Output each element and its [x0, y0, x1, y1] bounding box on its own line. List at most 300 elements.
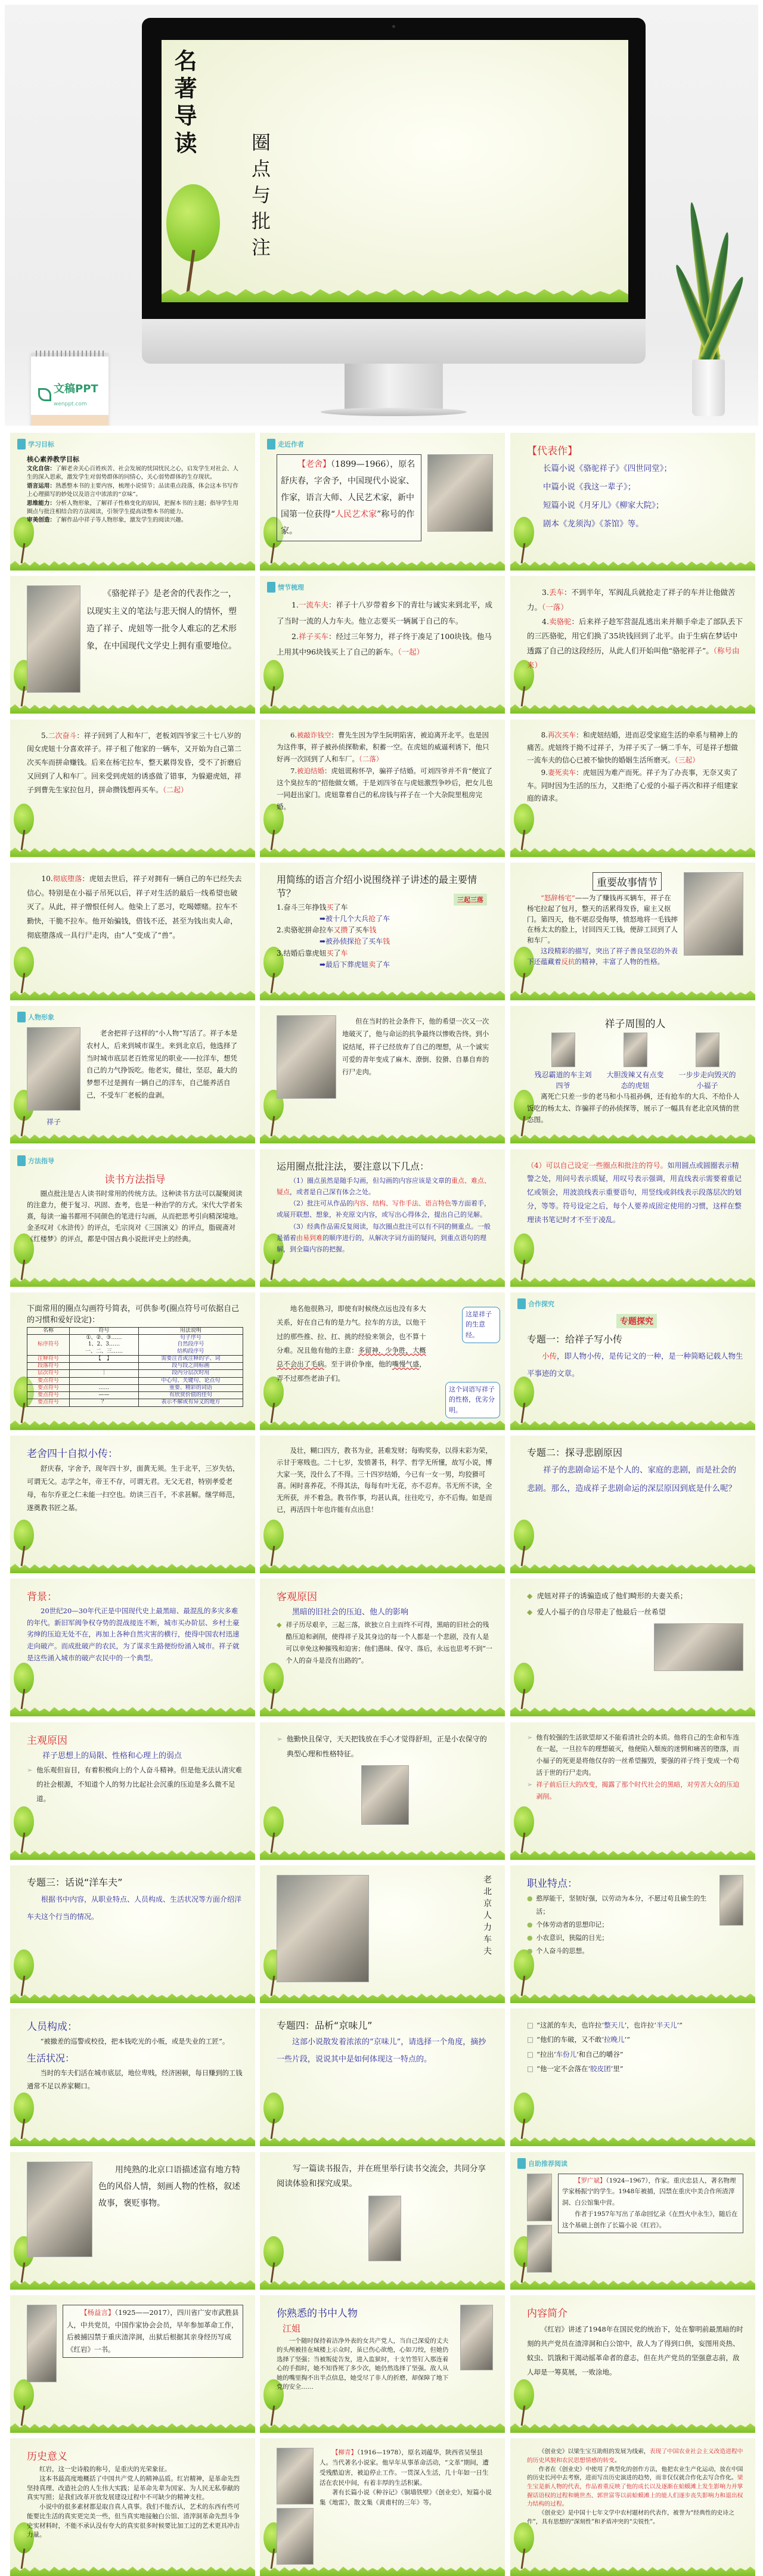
slide-37[interactable]	[10, 2152, 255, 2290]
text-run: ，弄不过那些老油子们。	[277, 1360, 426, 1382]
table-cell: 【 】	[70, 1355, 139, 1362]
text-run: 他乐观但盲目，有着积极向上的个人奋斗精神。但是他无法认清灾难的社会根源，不知道个人的努力比起社会沉重的压迫是多么微不足道。	[36, 1765, 243, 1803]
text-run: 地名他很熟习，即使有时候绕点远也没有多大关系，好在自己有的是力气。拉车的方法，以他干过的那些推、拉、扛、挑的经验来领会，也不算十分难。况且他有他的主意：	[277, 1304, 426, 1354]
table-row	[27, 1335, 243, 1356]
text-run: 6.	[290, 730, 297, 739]
slide-20[interactable]	[260, 1292, 505, 1430]
slide-25[interactable]	[10, 1579, 255, 1716]
slide-26[interactable]	[260, 1579, 505, 1716]
bold-label: 语言运用：	[27, 482, 55, 489]
person-caption: 一步步走向毁灭的小福子	[678, 1071, 736, 1090]
slide-text	[527, 1732, 743, 1858]
slide-content	[27, 729, 243, 855]
paragraph	[277, 629, 493, 661]
table-cell: 要点符号	[27, 1392, 70, 1399]
section-tag-label: 人物形象	[28, 1013, 54, 1022]
highlight-blue: 短篇小说《月牙儿》《柳家大院》；	[543, 501, 664, 511]
image-column	[27, 2162, 92, 2287]
section-icon	[267, 439, 275, 450]
highlight-blue: 根据书中内容，从职业特点、人员构成、生活状况等方面介绍洋车夫这个行当的情况。	[27, 1895, 242, 1921]
highlight-red: 车	[340, 948, 348, 957]
text-run: 《创业史》以梁生宝互助组的发展为线索，	[538, 2448, 650, 2456]
slide-42[interactable]	[510, 2295, 755, 2433]
paragraph	[527, 478, 743, 497]
highlight-red: 抢	[368, 915, 376, 923]
text-run: 了	[333, 948, 341, 957]
slide-1[interactable]	[10, 433, 255, 571]
slide-11[interactable]	[260, 863, 505, 1000]
text-run: 了解老舍关心百姓疾苦、社会发展的忧国忧民之心，启发学生对社会、人生的深入思索，激发学生对弱势群体的同情心，关心弱势群体的生存现状。	[27, 466, 238, 481]
slide-44[interactable]	[260, 2438, 505, 2576]
highlight-red: （一落）	[542, 602, 568, 612]
slide-16[interactable]	[10, 1149, 255, 1287]
highlight-red: 人民艺术家	[335, 510, 377, 519]
grass-decoration	[162, 289, 628, 302]
section-tag-label: 方法指导	[28, 1157, 54, 1165]
text-run: 写一篇读书报告，并在班里举行读书交流会，共同分享阅读体验和探究成果。	[277, 2163, 486, 2189]
logo-subtext: wenppt.com	[54, 401, 87, 407]
slide-content	[27, 1875, 243, 2001]
paragraph	[67, 2307, 239, 2356]
text-run: （1924--1967），作家。重庆忠县人，著名物理学家杨振宁的学生。1948年被捕，囚禁在重庆中美合作所渣滓洞、白公馆集中营。	[562, 2177, 736, 2207]
camera-icon	[392, 25, 395, 28]
rickshaw-sketch-image	[361, 1765, 409, 1825]
plot-summary-badge: 三起三落	[454, 894, 487, 906]
luoguangbin-portrait-image	[527, 2174, 552, 2221]
section-tag	[17, 1155, 54, 1166]
table-row	[27, 1392, 243, 1399]
slide-35[interactable]	[260, 2008, 505, 2146]
section-tag	[17, 439, 54, 450]
table-cell: 有欣赏价值的佳句	[138, 1392, 243, 1399]
slide-6[interactable]	[510, 576, 755, 714]
highlight-red: 梁生宝是新人物的代表，作品着重反映了他的成长以及逐渐在蛤蟆滩上发生影响力并掌握话语权的过程和姚世杰、郭世富等以前蛤蟆滩上的能人们逐步丧失影响力和退出权力结构的过程。	[527, 2475, 743, 2508]
highlight-red: 重点、难点、疑点	[277, 1176, 491, 1196]
slide-text	[277, 729, 493, 855]
slide-text	[27, 1875, 243, 2001]
slide-text	[63, 2305, 243, 2431]
slide-title: 内容简介	[527, 2307, 567, 2320]
paragraph	[320, 2448, 493, 2488]
text-frame	[558, 2174, 743, 2233]
slide-content	[527, 442, 743, 568]
highlight-blue: 的精神，丰富了人物的性格。	[575, 957, 664, 966]
slide-content	[527, 2448, 743, 2574]
rickshaw-pullers-photo-image	[277, 1875, 369, 1982]
paragraph	[527, 729, 743, 767]
image-column	[27, 2305, 57, 2431]
slide-23[interactable]	[260, 1436, 505, 1573]
cover-subtitle: 圈点与批注	[249, 132, 271, 264]
slide-title: 专题四：品析“京味儿”	[277, 2020, 373, 2032]
slide-text	[27, 1302, 243, 1428]
slide-text	[98, 2162, 243, 2287]
text-run: 作者在《创业史》中使用了典型化的创作方法，他把农业生产化运动，放在中国的历史长河中去考察，进而写出历史演进的趋势，而非仅仅就合作化去写合作化。	[527, 2466, 743, 2482]
cover-slide[interactable]	[162, 40, 628, 302]
bullet-item	[277, 1732, 493, 1762]
highlight-red: 卖骆驼	[548, 617, 572, 627]
annotation-callout: 这个词语写祥子的性格，优劣分明。	[445, 1382, 500, 1418]
monitor-stand	[345, 364, 443, 411]
slide-24[interactable]	[510, 1436, 755, 1573]
annotated-phrase: 多留神，少争胜，大概总不会出了毛病	[277, 1346, 426, 1369]
slide-text	[86, 1027, 243, 1141]
slide-text	[527, 442, 743, 568]
person-caption: 残忍霸道的车主刘四爷	[534, 1071, 592, 1090]
slide-36[interactable]	[510, 2008, 755, 2146]
liusiye-portrait-image	[551, 1033, 575, 1067]
text-run: 2.卖骆驼拼命拉车	[277, 926, 334, 935]
slide-title: 下面常用的圈点勾画符号简表，可供参考(圈点符号可依据自己的习惯和爱好设定)：	[27, 1304, 240, 1325]
slide-41[interactable]	[260, 2295, 505, 2433]
text-run: 10.	[41, 874, 53, 883]
slide-title: 主观原因	[27, 1734, 67, 1747]
slide-8[interactable]	[260, 720, 505, 857]
table-cell: 段落符号	[27, 1363, 70, 1370]
highlight-blue: 长篇小说《骆驼祥子》《四世同堂》；	[543, 464, 672, 473]
paragraph	[527, 1159, 743, 1227]
section-icon	[267, 582, 275, 593]
slide-content	[527, 872, 743, 998]
paragraph	[27, 1462, 243, 1514]
slide-content	[277, 2305, 493, 2431]
slide-13[interactable]	[10, 1006, 255, 1143]
slide-text	[527, 1314, 743, 1428]
highlight-red: 买	[326, 903, 334, 912]
slide-5[interactable]	[260, 576, 505, 714]
slide-text	[277, 1159, 493, 1285]
bullet-item	[527, 1892, 714, 1918]
bullet-item	[527, 2018, 743, 2032]
slide-31[interactable]	[10, 1865, 255, 2003]
paragraph	[277, 1445, 493, 1516]
highlight-red: 【老舍】	[297, 460, 331, 469]
slide-2[interactable]	[260, 433, 505, 571]
text-run: 《创业史》是中国十七年文学中农村题材的代表作，被誉为“经典性的史诗之作”，具有思想的“深刻性”和矛盾冲突的“尖锐性”。	[527, 2510, 734, 2525]
slide-content	[527, 2174, 743, 2287]
highlight-red: 钱	[383, 937, 390, 946]
old-beijing-street-painting-image	[27, 2162, 92, 2257]
paragraph	[27, 465, 243, 482]
text-run: 他有较强的生活欲望却又不能看清社会的本质。他将自己的生命和车连在一起，一旦拉车的理想破灭，他便陷入颓废的迷惘和痛苦的堕落，而小福子的死更是将他仅存的一丝希望摧毁，要强的祥子终于变成一个苟活于世的行尸走肉。	[536, 1733, 740, 1777]
slide-content	[27, 2448, 243, 2574]
slide-title: 你熟悉的书中人物	[277, 2307, 358, 2320]
bullet-item	[527, 1932, 714, 1945]
slide-text	[527, 2018, 743, 2144]
slide-9[interactable]	[510, 720, 755, 857]
text-run: “他一定不会落在‘	[536, 2064, 591, 2073]
highlight-blue: 祥子的悲剧命运不是个人的、家庭的悲剧，而是社会的悲剧。那么，造成祥子悲剧命运的深层原因到底是什么呢？	[527, 1465, 736, 1494]
highlight-red: （一起）	[398, 647, 424, 657]
slide-text	[27, 1171, 243, 1285]
table-cell: 段与段之间标画	[138, 1363, 243, 1370]
table-cell: 句子序号 自然段序号 结构段序号	[138, 1335, 243, 1356]
text-run: 用纯熟的北京口语描述富有地方特色的风俗人情，刻画人物的性格，叙述故事，褒贬事物。	[98, 2165, 240, 2208]
text-run: 老舍把祥子这样的“小人物”写活了。祥子本是农村人，后来到城市谋生。来到北京后，他选择了当时城市底层老百姓常见的职业——拉洋车，想凭自己的力气挣饭吃。他老实，健壮，坚忍，最大的梦想不过是拥有一辆自己的洋车，自己能养活自己，不受车厂老板的盘剥。	[86, 1029, 238, 1099]
text-run: 这本书最高度地概括了中国共产党人的精神品质。红岩精神，是革命先烈坚持真理、改造社会的人生伟大实践；是革命先辈为国家、为人民无私奉献的真实写照；是我们改革开放发展建设过程中不可缺少的精神支柱。	[27, 2475, 240, 2501]
slide-38[interactable]	[260, 2152, 505, 2290]
section-tag-label: 自助推荐阅读	[528, 2159, 567, 2168]
paragraph	[27, 500, 243, 517]
slide-content	[277, 729, 493, 855]
text-run: 一个随时保持着洁净外表的女共产党人，当自己深爱的丈夫的头颅被挂在城楼上示众时，虽已伤心欲绝，心如刀绞，但她仍选择了坚强；当被叛徒告发，进入监狱时，十支竹签钉入那连着心的手指时，她不知昏死了多少次，她仍然选择了坚强。敌人从她的嘴里掏不出半点信息，她受尽了非人的折磨，却保障了地下党的安全……	[277, 2337, 449, 2391]
bold-label: 文化自信：	[27, 466, 55, 472]
text-run: 作者于1957年写出了革命回忆录《在烈火中永生》，随后在这个基础上创作了长篇小说《红岩》。	[562, 2211, 738, 2230]
slide-21[interactable]	[510, 1292, 755, 1430]
slide-title: 读书方法指导	[104, 1173, 166, 1186]
slide-text	[527, 2305, 743, 2431]
section-tag	[267, 439, 304, 450]
highlight-blue: ➡被孙侦探	[320, 937, 355, 946]
paragraph	[86, 585, 243, 656]
slide-34[interactable]	[10, 2008, 255, 2146]
highlight-blue: ，或者是自己深有体会之处。	[290, 1188, 375, 1196]
text-run: 但在当时的社会条件下，他的希望一次又一次地破灭了，他与命运的抗争最终以惨败告终。到小说结尾，祥子已经放弃了自己的理想，从一个诚实可爱的青年变成了麻木、潦倒、狡猾、自暴自弃的行尸走肉。	[342, 1018, 489, 1077]
text-run: “这派的车夫，也许拉‘	[536, 2021, 604, 2030]
slide-28[interactable]	[10, 1722, 255, 1860]
book-cover-image	[27, 585, 80, 693]
slide-10[interactable]	[10, 863, 255, 1000]
slide-text	[527, 585, 743, 711]
text-run: 5.	[41, 731, 48, 740]
slide-text	[375, 1875, 475, 2001]
image-column	[527, 1623, 743, 1671]
image-column	[460, 2305, 493, 2431]
text-run: ：虎妞因为难产而死。祥子为了办丧事，无奈又卖了车。同时因为生活的压力，又拒绝了心爱的小福子再次和祥子组建家庭的请求。	[527, 768, 738, 802]
slide-text	[27, 454, 243, 568]
xiangzi-still-image	[719, 1875, 743, 1926]
table-cell: 中心句、关键句、论点句	[138, 1377, 243, 1384]
slide-22[interactable]	[10, 1436, 255, 1573]
slide-content	[527, 585, 743, 711]
paragraph	[277, 948, 493, 959]
highlight-red: 小传	[542, 1351, 557, 1360]
section-tag-label: 走近作者	[278, 441, 304, 448]
highlight-red: 被敲诈钱空	[296, 730, 331, 739]
highlight-red: 买	[326, 948, 334, 957]
slide-title: 职业特点：	[527, 1878, 578, 1890]
highlight-red: 彻底堕落	[52, 874, 82, 883]
paragraph	[527, 460, 743, 478]
highlight-red: 被迫结婚	[296, 766, 324, 775]
slide-45[interactable]	[510, 2438, 755, 2576]
text-run: 及壮，糊口四方，教书为业，甚难发财；每购奖券，以得末彩为荣，示甘于寒贱也。二十七岁，发愤著书，科学、哲学无所懂，故写小说，博大家一笑，没什么了不得。三十四岁结婚，今已有一女一男，均狡猾可喜。闲时喜养花，不得其法，每每有叶无花，亦不忍弃。书无所不读，全无所获，并不着急。教书作事，均甚认真，往往吃亏，亦不后悔。如是而已，再活四十年也许能有点出息！	[277, 1447, 492, 1514]
image-column	[719, 1875, 743, 2001]
slide-title: 【代表作】	[527, 445, 578, 457]
highlight-red: 由易到难	[296, 1233, 322, 1242]
text-run: 圈点批注是古人读书时常用的传统方法。这种读书方法可以凝聚阅读的注意力，便于复习、巩固、查考，也是一种治学的方式。宋代大学者朱熹，每读一遍书都用不同颜色的笔进行勾画，从而把思考引向精深境地。金圣叹对《水浒传》的评点，毛宗岗对《三国演义》的评点，脂砚斋对《红楼梦》的评点，都是中国古典小说批评史上的经典。	[27, 1189, 243, 1244]
highlight-red: 二次奋斗	[48, 731, 77, 740]
slide-content	[277, 1732, 493, 1858]
text-run: ：虎妞去世后，祥子对拥有一辆自己的车已经失去信心。特别是在小福子吊死以后，祥子对生活的最后一线希望也破灭了。从此，祥子憎恨任何人。他染上了恶习，吃喝嫖赌。拉车不勤快，干脆不拉车。他开始骗钱，借钱不还，甚至为钱出卖人命，彻底堕落成一具行尸走肉，由“人”变成了“兽”。	[27, 874, 242, 940]
slide-content	[527, 1015, 743, 1141]
slide-text	[277, 597, 493, 711]
paragraph	[27, 482, 243, 500]
text-run: 1.奋斗三年挣钱	[277, 903, 327, 912]
highlight-red: 反抗	[561, 957, 575, 966]
slide-text	[86, 585, 243, 711]
table-cell: ？	[70, 1399, 139, 1406]
text-run: 。至于讲价争座，他的	[324, 1360, 392, 1369]
slide-content	[277, 1875, 493, 2001]
paragraph	[277, 765, 493, 813]
paragraph	[527, 615, 743, 673]
slide-text	[527, 1159, 743, 1285]
highlight-red: 一流车夫	[298, 600, 328, 610]
text-run: （1925——2017），四川省广安市武胜县人，中共党员，中国作家协会会员，早年参加革命工作，后被捕囚禁于重庆渣滓洞，出狱后根据其亲身经历写成《红岩》一书。	[67, 2308, 239, 2354]
slide-text	[527, 1015, 743, 1141]
highlight-blue: 如用圆点或圆圈表示精警之处，用问号表示质疑，用叹号表示强调，用直线表示需要着重记忆或领会，用波浪线表示重要语句，用竖线或斜线表示段落层次的划分，等等。符号设定之后，每个人要养成固定使用的习惯，这样在整理读书笔记时才不至于凌乱。	[527, 1161, 742, 1224]
slide-30[interactable]	[510, 1722, 755, 1860]
table-header-cell: 符号	[70, 1327, 139, 1334]
highlight-blue: 了车	[376, 915, 390, 923]
section-icon	[17, 1012, 26, 1022]
paragraph	[277, 729, 493, 765]
slide-12[interactable]	[510, 863, 755, 1000]
slide-14[interactable]	[260, 1006, 505, 1143]
paragraph	[527, 2448, 743, 2465]
cover-preview	[5, 5, 758, 426]
text-run: ’”	[677, 2021, 683, 2030]
highlight-red: 祥子买车	[298, 631, 328, 641]
slide-text	[558, 2174, 743, 2287]
text-run: ’和自己的嚼谷”	[576, 2050, 624, 2059]
highlight-red: 内容、结构、写作手法、语言特色	[353, 1199, 451, 1207]
paragraph	[277, 597, 493, 629]
image-column	[684, 872, 743, 998]
slide-text	[527, 1588, 743, 1714]
slide-39[interactable]	[510, 2152, 755, 2290]
chuangyeshi-book-cover-image	[277, 2508, 314, 2565]
slide-content	[277, 872, 493, 998]
slide-18[interactable]	[510, 1149, 755, 1287]
table-cell: 重要、精彩的词语	[138, 1384, 243, 1391]
slide-content	[527, 1159, 743, 1285]
image-column	[277, 1875, 369, 2001]
slide-content	[277, 2162, 493, 2287]
text-run: 《红岩》讲述了1948年在国民党的统治下，处在黎明前最黑暗的时刻的共产党员在渣滓洞和白公馆中，敌人为了得到口供，妄图用炎热、蚊虫、饥饿和干渴动摇革命者的意志，但在共产党员的坚强意志前，敌人却是一筹莫展，一败涂地。	[527, 2324, 743, 2377]
paragraph	[527, 1348, 743, 1382]
slide-content	[27, 1171, 243, 1285]
table-cell: 要点符号	[27, 1399, 70, 1406]
annotation-callout: 这是祥子的生意经。	[462, 1307, 500, 1343]
slide-title: 客观原因	[277, 1591, 317, 1604]
tree-icon	[166, 184, 220, 297]
highlight-blue: 车份儿	[556, 2050, 577, 2059]
text-run: （1899—1966），原名舒庆春，字舍予，中国现代小说家、作家，语言大师、人民艺术家，新中国第一位获得“	[281, 460, 415, 519]
monitor-frame	[142, 18, 646, 319]
slide-title: 老舍四十自拟小传：	[27, 1448, 118, 1461]
slide-title: 专题一：给祥子写小传	[527, 1333, 623, 1345]
cover-title: 名著导读	[170, 49, 197, 159]
image-column	[527, 2174, 552, 2287]
text-run: ：不到半年，军阀乱兵就抢走了祥子的车并让他做苦力。	[527, 588, 736, 612]
text-run: 1.	[291, 600, 299, 610]
highlight-red: 卖	[368, 960, 376, 969]
slide-text	[527, 872, 678, 998]
slide-19[interactable]	[10, 1292, 255, 1430]
table-row	[27, 1399, 243, 1406]
highlight-red: 【柳青】	[332, 2449, 357, 2457]
paragraph	[277, 936, 493, 947]
slide-content	[27, 2305, 243, 2431]
slide-text	[277, 2162, 493, 2287]
text-run: （1916—1978），原名刘蕴华，陕西省吴堡县人。当代著名小说家。他早年从事革命活动，“文革”期间，遭受残酷迫害，被迫停止工作。一贯深入生活，几十年如一日生活在农民中间，有着丰厚的生活积累。	[320, 2449, 489, 2487]
highlight-red: “怒辞杨宅”	[541, 893, 575, 902]
yangyiyan-portrait-image	[27, 2305, 57, 2382]
text-run: 小说中的很多素材都是取自真人真事。我们不能否认，艺术的东西有些可能要比生活的真实更完美一些，但当真实地接触白公馆、渣滓洞革命先烈斗争史实材料时，不能不承认没有夸大的真实很多时候要比加工过的艺术更具冲击力量。	[27, 2503, 240, 2539]
text-run: 《骆驼祥子》是老舍的代表作之一，以现实主义的笔法与悲天悯人的情怀，塑造了祥子、虎妞等一批令人难忘的艺术形象，在中国现代文学史上拥有重要地位。	[86, 589, 237, 652]
bullet-item	[527, 2062, 743, 2076]
section-tag	[517, 2158, 567, 2169]
bullet-item	[527, 1779, 743, 1803]
slide-4[interactable]	[10, 576, 255, 714]
table-cell: ｜	[70, 1370, 139, 1377]
slide-17[interactable]	[260, 1149, 505, 1287]
slide-7[interactable]	[10, 720, 255, 857]
text-run: ：曹先生因为学生阮明陷害，被迫离开北平。也是因为这件事，祥子被孙侦探勒索，积蓄一空。在虎妞的威逼利诱下，他只好再一次回到了人和车厂。	[277, 730, 489, 763]
text-run: 了解作品中祥子等人物形象，激发学生的阅读兴趣。	[55, 517, 187, 524]
jiangjie-portrait-image	[460, 2305, 493, 2370]
bullet-item	[527, 1588, 743, 1604]
paragraph	[320, 2488, 493, 2508]
image-column	[277, 2448, 314, 2574]
bullet-item	[527, 2047, 743, 2062]
highlight-red: 祥子前后巨大的改变，揭露了那个时代社会的黑暗，对劳苦大众的压迫剥削。	[536, 1780, 740, 1800]
slide-content	[277, 454, 493, 568]
paragraph	[527, 767, 743, 805]
slide-content	[527, 2305, 743, 2431]
slide-content	[27, 2162, 243, 2287]
bullet-item	[527, 1732, 743, 1779]
paragraph	[277, 1198, 493, 1221]
slide-27[interactable]	[510, 1579, 755, 1716]
text-run: 熟悉整本书的主要内容，梳理小说情节；品读重点段落，体会这本书写作上心理描写的妙处以及语言中浓浓的“京味”。	[27, 482, 238, 498]
paragraph	[98, 2162, 243, 2212]
slide-40[interactable]	[10, 2295, 255, 2433]
image-column	[27, 1027, 80, 1141]
text-run: 9.	[541, 768, 548, 777]
text-run: ’，也许拉‘	[624, 2021, 656, 2030]
paragraph	[27, 2035, 243, 2048]
slide-29[interactable]	[260, 1722, 505, 1860]
bullet-item	[27, 1763, 243, 1806]
table-row	[27, 1384, 243, 1391]
slide-title: 背景：	[27, 1591, 57, 1604]
paragraph	[281, 456, 417, 540]
highlight-red: 妻死卖车	[547, 768, 576, 777]
section-icon	[517, 2158, 526, 2169]
paragraph	[527, 946, 678, 968]
text-run: 7.	[290, 766, 297, 775]
slide-43[interactable]	[10, 2438, 255, 2576]
slide-32[interactable]	[260, 1865, 505, 2003]
paragraph	[27, 1188, 243, 1245]
highlight-blue: 剧本《龙须沟》《茶馆》等。	[543, 519, 644, 529]
highlight-blue: 半天儿	[656, 2021, 677, 2030]
monitor-base	[321, 408, 467, 416]
slide-33[interactable]	[510, 1865, 755, 2003]
slide-15[interactable]	[510, 1006, 755, 1143]
table-cell: ——	[70, 1392, 139, 1399]
slide-text	[27, 1445, 243, 1571]
highlight-red: 钱	[369, 926, 377, 935]
highlight-blue: 中篇小说《我这一辈子》；	[543, 482, 636, 492]
table-cell: 段内分层次时用	[138, 1370, 243, 1377]
text-run: 著有长篇小说《种谷记》《铜墙铁壁》《创业史》，短篇小说集《地雷》，散文集《黄甫村的三年》等。	[320, 2489, 492, 2507]
slide-3[interactable]	[510, 433, 755, 571]
highlight-blue: ➡被十几个大兵	[320, 915, 369, 923]
